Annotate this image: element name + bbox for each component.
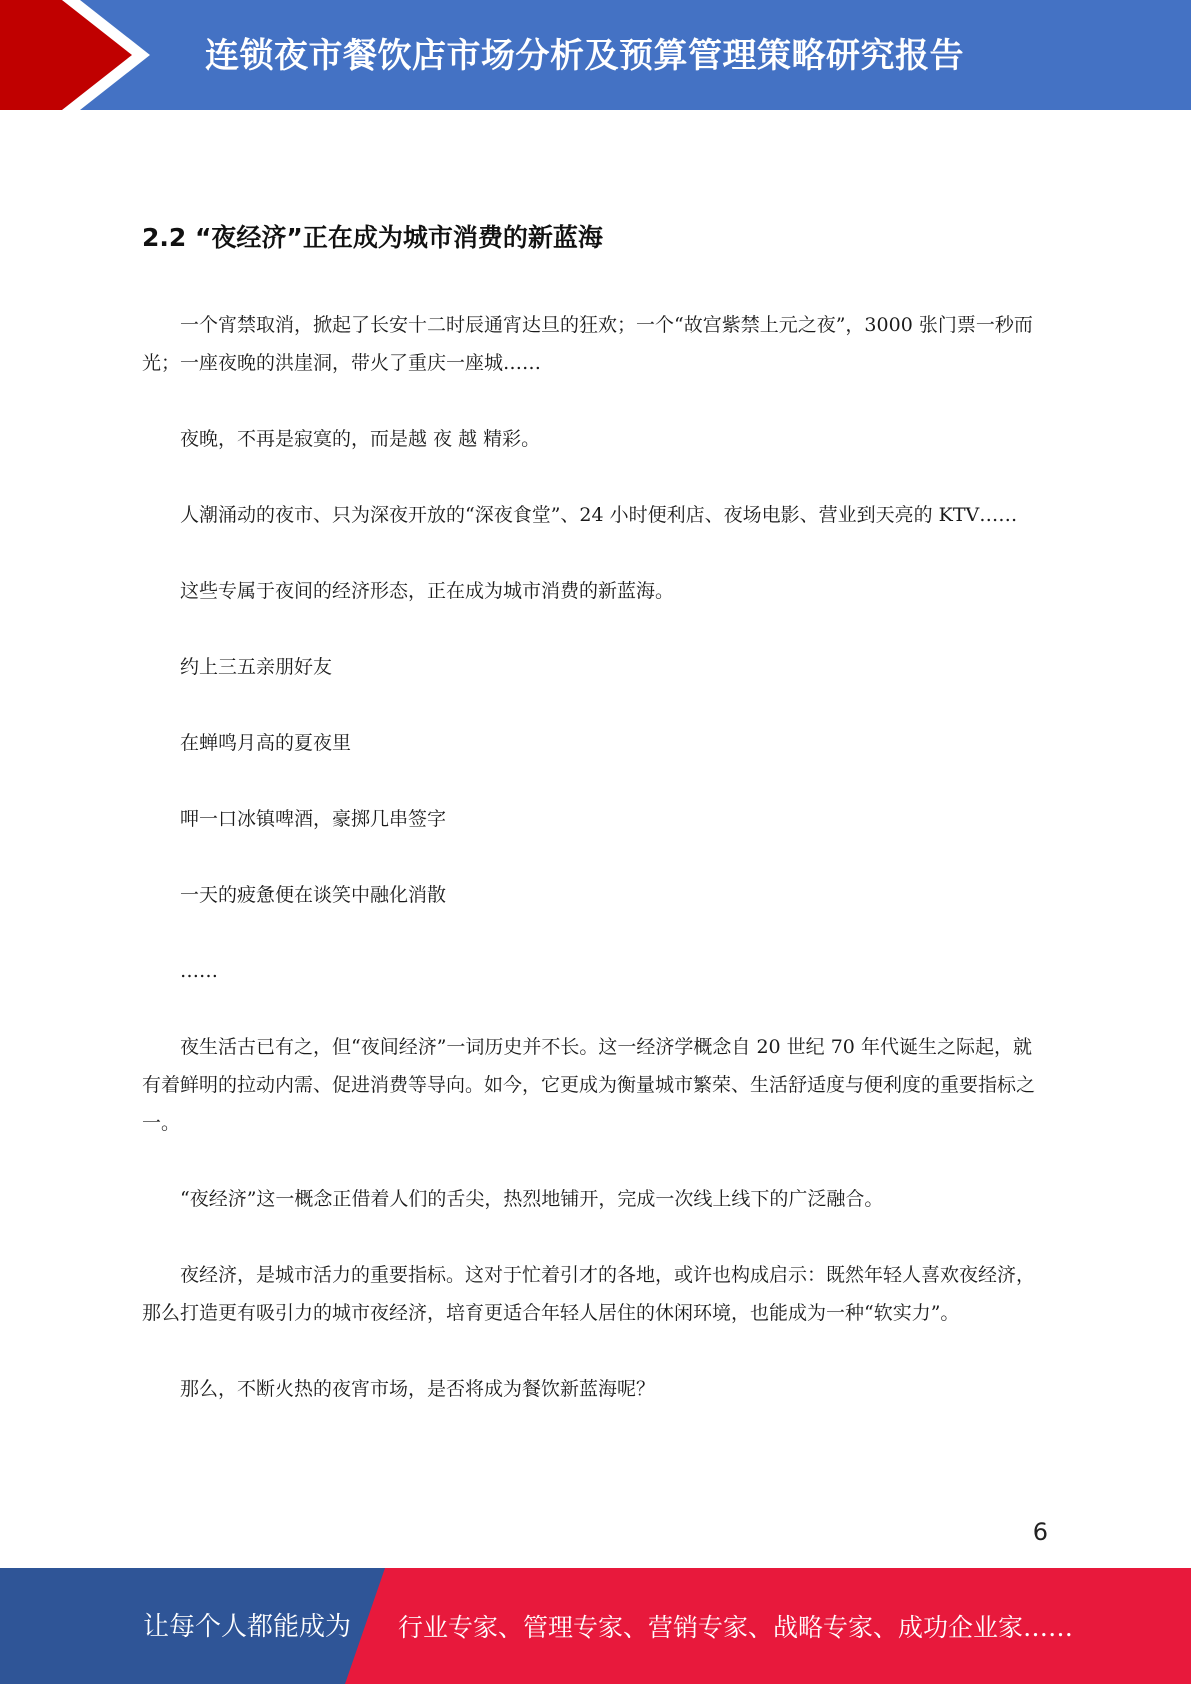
paragraph: “夜经济”这一概念正借着人们的舌尖，热烈地铺开，完成一次线上线下的广泛融合。: [180, 1188, 884, 1210]
paragraph: 夜经济，是城市活力的重要指标。这对于忙着引才的各地，或许也构成启示：既然年轻人喜欢夜经济，那么打造更有吸引力的城市夜经济，培育更适合年轻人居住的休闲环境，也能成为一种“软实力”。: [142, 1264, 1036, 1324]
section-heading: 2.2 “夜经济”正在成为城市消费的新蓝海: [142, 223, 603, 252]
paragraph: 一天的疲惫便在谈笑中融化消散: [180, 884, 447, 906]
page-number: 6: [1032, 1518, 1048, 1546]
paragraph: 呷一口冰镇啤酒，豪掷几串签字: [180, 808, 447, 830]
header-chevron-decoration: [0, 0, 160, 110]
report-title: 连锁夜市餐饮店市场分析及预算管理策略研究报告: [205, 36, 964, 76]
document-body: [142, 220, 1047, 1446]
paragraph: 约上三五亲朋好友: [180, 656, 333, 678]
page-footer: [0, 1568, 1191, 1684]
page-header: [0, 0, 1191, 110]
footer-slogan-right: 行业专家、管理专家、营销专家、战略专家、成功企业家……: [398, 1613, 1074, 1642]
paragraph: 夜生活古已有之，但“夜间经济”一词历史并不长。这一经济学概念自 20 世纪 70 年代诞生之际起，就有着鲜明的拉动内需、促进消费等导向。如今，它更成为衡量城市繁荣、生活舒适度与便利度的重要指标之一。: [142, 1036, 1036, 1134]
paragraph: 在蝉鸣月高的夏夜里: [180, 732, 352, 754]
paragraph: 一个宵禁取消，掀起了长安十二时辰通宵达旦的狂欢；一个“故宫紫禁上元之夜”，3000 张门票一秒而光；一座夜晚的洪崖洞，带火了重庆一座城……: [142, 314, 1033, 374]
paragraph: 人潮涌动的夜市、只为深夜开放的“深夜食堂”、24 小时便利店、夜场电影、营业到天亮的 KTV……: [180, 504, 1018, 526]
paragraph: ……: [180, 960, 218, 982]
paragraph: 那么，不断火热的夜宵市场，是否将成为餐饮新蓝海呢？: [180, 1378, 656, 1400]
paragraph: 夜晚，不再是寂寞的，而是越 夜 越 精彩。: [180, 428, 541, 450]
footer-slogan-left: 让每个人都能成为: [143, 1612, 352, 1642]
paragraph: 这些专属于夜间的经济形态，正在成为城市消费的新蓝海。: [180, 580, 675, 602]
